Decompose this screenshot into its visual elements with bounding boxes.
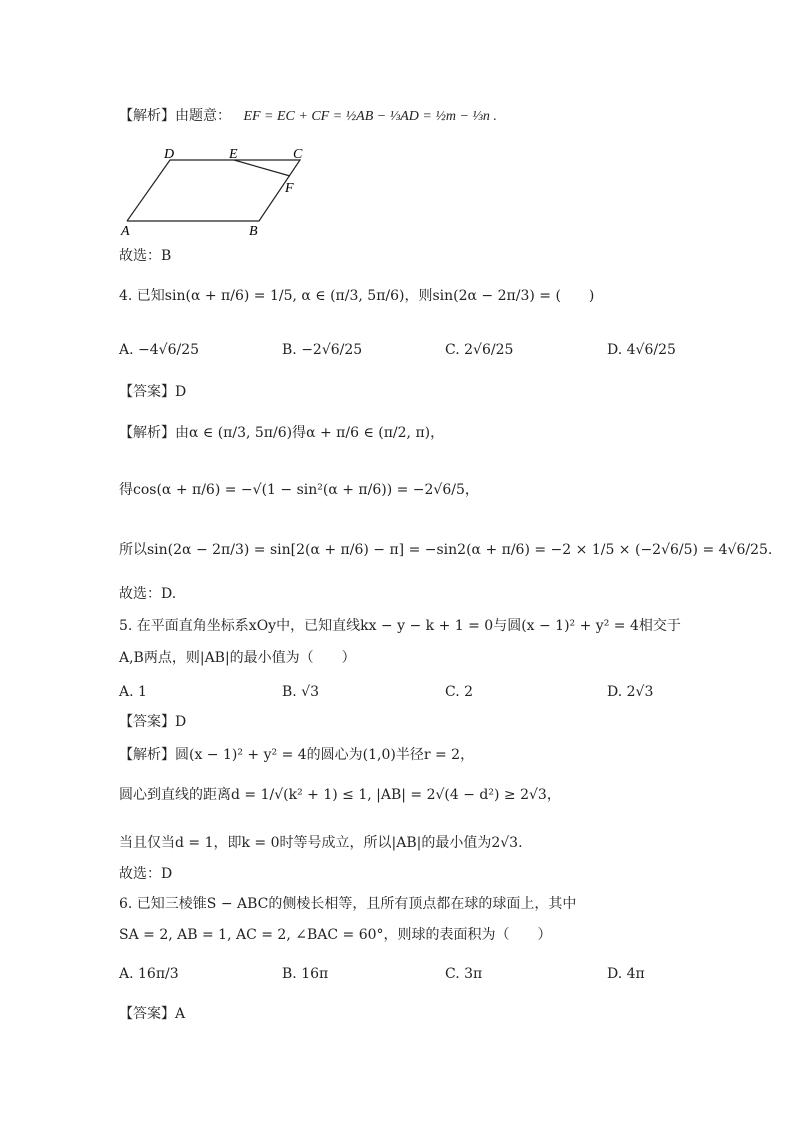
q4-answer: 【答案】D bbox=[119, 384, 187, 400]
q4-option-c: C. 2√6/25 bbox=[445, 342, 514, 358]
q3-choose: 故选：B bbox=[119, 248, 172, 264]
q4-option-d: D. 4√6/25 bbox=[607, 342, 676, 358]
vector-formula: EF = EC + CF = ½AB − ⅓AD = ½m − ⅓n . bbox=[243, 109, 497, 124]
q6-option-d: D. 4π bbox=[607, 966, 645, 982]
q6-option-c: C. 3π bbox=[445, 966, 483, 982]
label-E: E bbox=[229, 147, 238, 162]
label-D: D bbox=[164, 147, 175, 162]
q4-stem: 4. 已知sin(α + π/6) = 1/5, α ∈ (π/3, 5π/6)，则sin(2α − 2π/3) = ( ) bbox=[119, 288, 595, 304]
q4-analysis-line-2: 得cos(α + π/6) = −√(1 − sin²(α + π/6)) = −2√6/5， bbox=[119, 482, 479, 498]
q4-analysis-line-3: 所以sin(2α − 2π/3) = sin[2(α + π/6) − π] = −sin2(α + π/6) = −2 × 1/5 × (−2√6/5) = 4√6/25. bbox=[119, 542, 773, 558]
q6-stem-line-1: 6. 已知三棱锥S − ABC的侧棱长相等，且所有顶点都在球的球面上，其中 bbox=[119, 896, 577, 912]
q6-stem-line-2: SA = 2, AB = 1, AC = 2, ∠BAC = 60°，则球的表面积为（ ） bbox=[119, 927, 552, 943]
q5-stem-line-1: 5. 在平面直角坐标系xOy中，已知直线kx − y − k + 1 = 0与圆(x − 1)² + y² = 4相交于 bbox=[119, 618, 681, 634]
analysis-text: 由题意： bbox=[175, 108, 231, 124]
q4-choose: 故选：D. bbox=[119, 586, 177, 602]
q5-option-d: D. 2√3 bbox=[607, 684, 654, 700]
q5-choose: 故选：D bbox=[119, 866, 173, 882]
q5-stem-line-2: A,B两点，则|AB|的最小值为（ ） bbox=[119, 650, 356, 666]
q5-analysis-line-3: 当且仅当d = 1，即k = 0时等号成立，所以|AB|的最小值为2√3. bbox=[119, 835, 523, 851]
q3-analysis bbox=[119, 106, 497, 127]
label-B: B bbox=[249, 224, 258, 239]
label-F: F bbox=[285, 181, 294, 196]
q6-option-a: A. 16π/3 bbox=[119, 966, 179, 982]
q5-analysis-line-1: 【解析】圆(x − 1)² + y² = 4的圆心为(1,0)半径r = 2， bbox=[119, 747, 475, 763]
q5-answer: 【答案】D bbox=[119, 714, 187, 730]
q4-option-a: A. −4√6/25 bbox=[119, 342, 200, 358]
label-A: A bbox=[121, 224, 130, 239]
q6-option-b: B. 16π bbox=[282, 966, 329, 982]
analysis-label: 【解析】 bbox=[119, 108, 175, 124]
parallelogram-figure bbox=[118, 140, 318, 240]
q5-analysis-line-2: 圆心到直线的距离d = 1/√(k² + 1) ≤ 1, |AB| = 2√(4 − d²) ≥ 2√3， bbox=[119, 787, 561, 803]
q5-option-b: B. √3 bbox=[282, 684, 320, 700]
q4-analysis-line-1: 【解析】由α ∈ (π/3, 5π/6)得α + π/6 ∈ (π/2, π)， bbox=[119, 425, 445, 441]
q5-option-c: C. 2 bbox=[445, 684, 474, 700]
q6-answer: 【答案】A bbox=[119, 1006, 186, 1022]
label-C: C bbox=[293, 147, 303, 162]
q5-option-a: A. 1 bbox=[119, 684, 147, 700]
q4-option-b: B. −2√6/25 bbox=[282, 342, 363, 358]
